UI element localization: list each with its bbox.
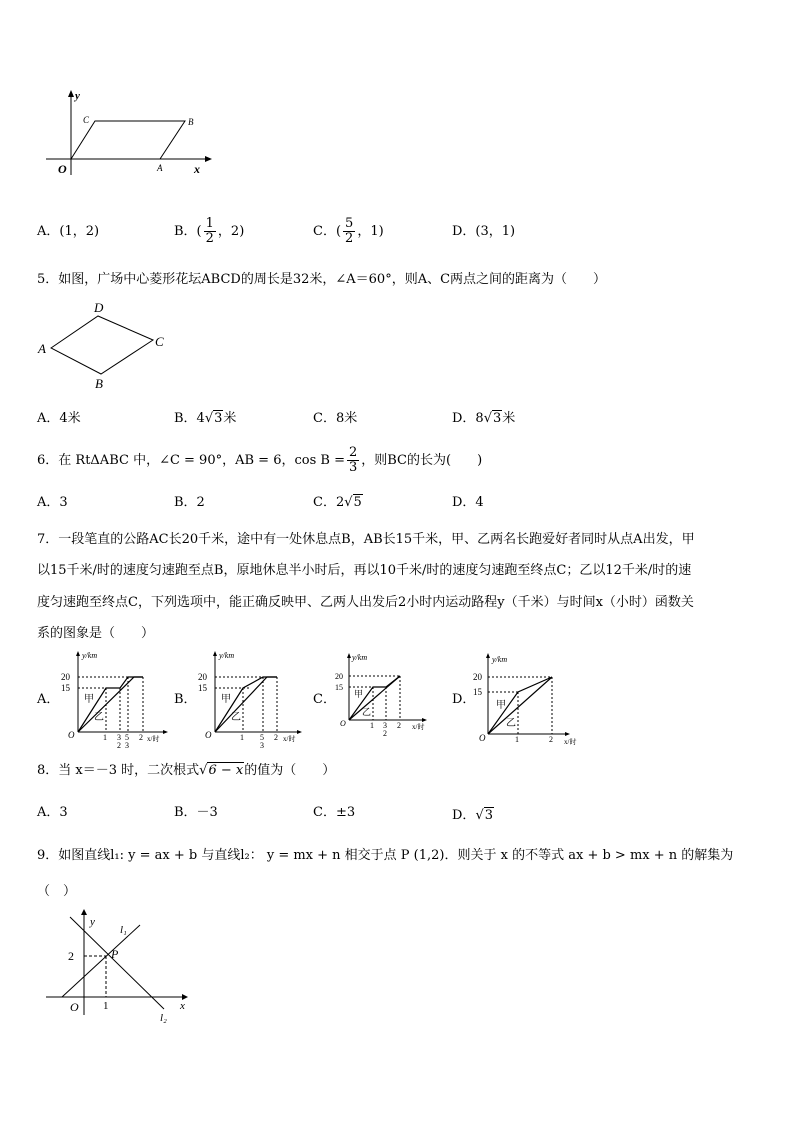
- q5-label-b: B: [95, 376, 103, 390]
- q7-option-c[interactable]: C．: [313, 692, 336, 707]
- q7a-t1: 1: [103, 733, 107, 742]
- q7c-t1: 1: [370, 721, 374, 730]
- q7-line-4: 系的图象是（ ）: [37, 626, 155, 641]
- q7-graph-a: [58, 650, 173, 750]
- q7b-y15: 15: [198, 683, 207, 693]
- q4-option-d[interactable]: D．(3，1): [452, 224, 516, 239]
- q6-option-d[interactable]: D．4: [452, 495, 484, 510]
- q7-option-b[interactable]: B．: [174, 692, 197, 707]
- q7a-yi: 乙: [94, 712, 104, 723]
- q7-option-d[interactable]: D．: [452, 692, 476, 707]
- q4-option-c[interactable]: C．( $\frac{5}{2}$ ，1): [313, 216, 384, 246]
- q7a-jia: 甲: [84, 694, 94, 705]
- q5-label-c: C: [155, 334, 164, 349]
- q7d-ylabel: y/km: [492, 655, 508, 664]
- q7c-t2: 2: [397, 721, 401, 730]
- q9-tick-2: 2: [68, 949, 74, 963]
- q7-graph-d: [470, 652, 588, 750]
- q7b-t1: 1: [240, 733, 244, 742]
- q7-line-2: 以15千米/时的速度匀速跑至点B，原地休息半小时后，再以10千米/时的速度匀速跑至终点C；乙以12千米/时的速: [37, 563, 692, 578]
- q4-b-label: B: [188, 117, 194, 127]
- q4-figure: [40, 85, 220, 180]
- q9-stem: 9．如图直线l₁: y = ax + b 与直线l₂： y = mx + n 相交于点 P (1,2)．则关于 x 的不等式 ax + b > mx + n 的解集为: [37, 848, 734, 863]
- q7c-jia: 甲: [354, 689, 364, 699]
- q7d-yi: 乙: [506, 718, 516, 729]
- q5-option-d[interactable]: D．8√3米: [452, 411, 516, 426]
- q4-a-label: A: [157, 163, 163, 173]
- q7a-origin: O: [68, 730, 75, 740]
- q7-line-1: 7．一段笔直的公路AC长20千米，途中有一处休息点B，AB长15千米，甲、乙两名长跑爱好者同时从点A出发，甲: [37, 532, 695, 547]
- q4-y-label: y: [75, 90, 80, 102]
- q7c-yi: 乙: [362, 707, 372, 717]
- q9-lines-figure: [42, 905, 202, 1025]
- q7c-y15: 15: [335, 683, 343, 692]
- q7d-t2: 2: [549, 735, 553, 744]
- q8-option-b[interactable]: B．－3: [174, 805, 218, 820]
- q6-option-a[interactable]: A．3: [37, 495, 68, 510]
- q4-o-label: O: [58, 162, 67, 176]
- q4-x-label: x: [194, 162, 200, 176]
- q7c-y20: 20: [335, 672, 343, 681]
- q6-stem: 6．在 RtΔABC 中，∠C = 90°，AB = 6，cos B = $\frac{2}{3}$ ，则BC的长为( ): [37, 445, 483, 475]
- q9-p-label: P: [111, 947, 119, 961]
- q7-option-a[interactable]: A．: [37, 692, 60, 707]
- q7c-ylabel: y/km: [352, 653, 368, 662]
- q5-rhombus-figure: [35, 298, 170, 390]
- q7d-y20: 20: [473, 672, 482, 682]
- q7b-y20: 20: [198, 672, 207, 682]
- q7a-y20: 20: [61, 672, 70, 682]
- q5-option-c[interactable]: C．8米: [313, 411, 358, 426]
- q7b-yi: 乙: [231, 712, 241, 723]
- q7a-t5-den: 3: [125, 741, 129, 750]
- q5-label-a: A: [38, 341, 46, 356]
- q4-option-a[interactable]: A．(1，2): [37, 224, 100, 239]
- q7b-jia: 甲: [221, 694, 231, 705]
- q8-option-d[interactable]: D．√3: [452, 808, 494, 823]
- q7a-t5: 5: [125, 733, 129, 742]
- q7-line-3: 度匀速跑至终点C，下列选项中，能正确反映甲、乙两人出发后2小时内运动路程y（千米）与时间x（小时）函数关: [37, 595, 694, 610]
- q7c-xlabel: x/时: [412, 723, 425, 731]
- q6-option-b[interactable]: B．2: [174, 495, 205, 510]
- q9-y-label: y: [90, 916, 95, 928]
- q4-option-b[interactable]: B．( $\frac{1}{2}$ ，2): [174, 216, 245, 246]
- q5-option-a[interactable]: A．4米: [37, 411, 81, 426]
- q7d-t1: 1: [515, 735, 519, 744]
- q8-stem: 8．当 x＝－3 时，二次根式√6 − x的值为（ ）: [37, 763, 336, 778]
- q7d-xlabel: x/时: [564, 738, 577, 746]
- q6-option-c[interactable]: C．2√5: [313, 495, 362, 510]
- q7-graph-b: [195, 650, 310, 750]
- q7-graph-c: [332, 652, 437, 750]
- q5-option-b[interactable]: B．4√3米: [174, 411, 237, 426]
- q7a-t2: 2: [139, 733, 143, 742]
- q9-l2-label: l₂: [160, 1012, 167, 1024]
- q7a-t3-den: 2: [117, 741, 121, 750]
- q9-paren: （ ）: [37, 884, 77, 899]
- q7d-origin: O: [479, 733, 486, 743]
- q4-c-label: C: [83, 115, 90, 125]
- q5-label-d: D: [94, 300, 104, 315]
- q7c-t3: 3: [383, 721, 387, 730]
- q7b-t2: 2: [274, 733, 278, 742]
- q7b-t5-den: 3: [260, 741, 264, 750]
- q7a-y15: 15: [61, 683, 70, 693]
- q7a-ylabel: y/km: [82, 651, 98, 660]
- q9-o-label: O: [70, 1000, 79, 1014]
- q9-l1-label: l₁: [120, 924, 127, 936]
- q7d-jia: 甲: [496, 700, 506, 711]
- q8-option-c[interactable]: C．±3: [313, 805, 356, 820]
- q7c-origin: O: [340, 719, 346, 728]
- q8-option-a[interactable]: A．3: [37, 805, 68, 820]
- q7b-xlabel: x/时: [283, 735, 296, 743]
- q5-stem: 5．如图，广场中心菱形花坛ABCD的周长是32米，∠A＝60°，则A、C两点之间的距离为（ ）: [37, 272, 607, 287]
- q7b-ylabel: y/km: [219, 651, 235, 660]
- q9-x-label: x: [180, 1000, 185, 1012]
- q7b-origin: O: [205, 730, 212, 740]
- q7a-t3: 3: [117, 733, 121, 742]
- q7b-t5: 5: [260, 733, 264, 742]
- q7a-xlabel: x/时: [147, 735, 160, 743]
- q9-tick-1: 1: [103, 1000, 109, 1012]
- q7c-t3-den: 2: [383, 729, 387, 738]
- q7d-y15: 15: [473, 687, 482, 697]
